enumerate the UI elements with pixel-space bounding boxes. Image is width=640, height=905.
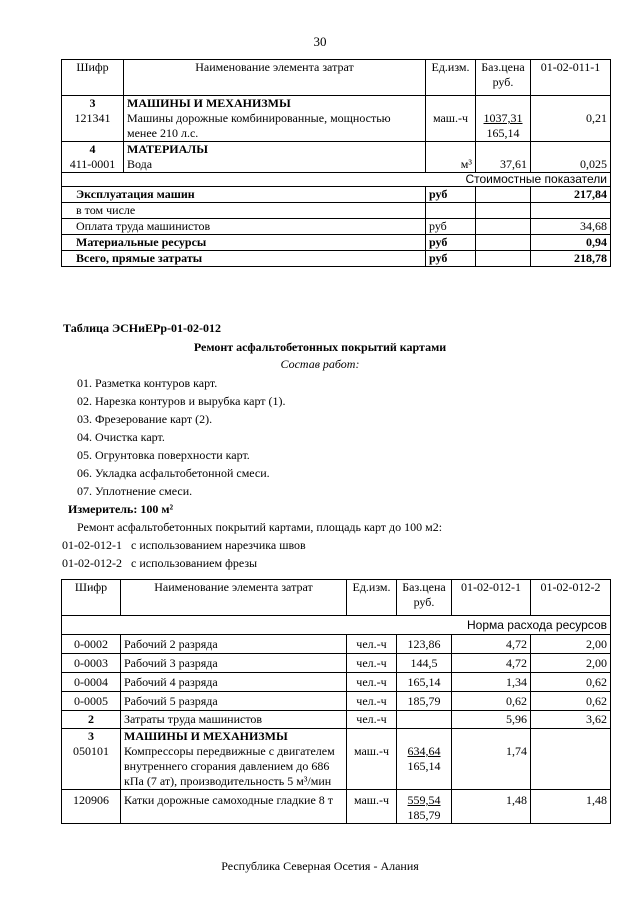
machine-code: 120906 — [62, 790, 121, 824]
worker-price: 123,86 — [397, 635, 452, 654]
page-number: 30 — [313, 34, 327, 49]
worker-row — [62, 673, 611, 692]
summary-row — [62, 203, 611, 219]
resource-table-2 — [61, 579, 611, 824]
worker-norm-2: 0,62 — [531, 692, 611, 711]
worker-name: Рабочий 5 разряда — [121, 692, 347, 711]
worker-name: Рабочий 2 разряда — [121, 635, 347, 654]
worker-price: 144,5 — [397, 654, 452, 673]
machine-price-2: 165,14 — [486, 126, 520, 140]
material-code: 411-0001 — [69, 157, 116, 171]
machine-price-2: 185,79 — [407, 808, 441, 822]
summary-unit: руб — [426, 235, 476, 251]
materials-section-row — [62, 142, 611, 173]
machine-norm-2: 1,48 — [531, 790, 611, 824]
worker-code: 0-0005 — [62, 692, 121, 711]
machine-norm-1: 1,48 — [452, 790, 531, 824]
material-norm: 0,025 — [580, 157, 607, 171]
section-title: МАТЕРИАЛЫ — [127, 142, 208, 156]
page-footer: Республика Северная Осетия - Алания — [221, 859, 419, 873]
operators-unit: чел.-ч — [347, 711, 397, 729]
header-norm: 01-02-011-1 — [531, 60, 611, 96]
summary-unit: руб — [426, 251, 476, 267]
summary-value: 0,94 — [531, 235, 611, 251]
description: Ремонт асфальтобетонных покрытий картами, площадь карт до 100 м2: — [77, 520, 443, 534]
summary-label: Оплата труда машинистов — [62, 219, 426, 235]
material-unit: м³ — [460, 157, 472, 171]
machine-price-2: 165,14 — [407, 759, 441, 773]
machine-name: Катки дорожные самоходные гладкие 8 т — [121, 790, 347, 824]
operators-name: Затраты труда машинистов — [121, 711, 347, 729]
worker-price: 185,79 — [397, 692, 452, 711]
header-unit: Ед.изм. — [426, 60, 476, 96]
section-number: 4 — [89, 142, 96, 156]
header-code: Шифр — [62, 580, 121, 616]
worker-row — [62, 692, 611, 711]
worker-code: 0-0003 — [62, 654, 121, 673]
norm-caption: Норма расхода ресурсов — [62, 616, 611, 635]
machine-price-1: 634,64 — [407, 744, 441, 758]
operators-norm-2: 3,62 — [531, 711, 611, 729]
machine-price-1: 559,54 — [407, 793, 441, 807]
summary-unit: руб — [426, 187, 476, 203]
summary-row — [62, 251, 611, 267]
worker-unit: чел.-ч — [347, 635, 397, 654]
variant-text: с использованием нарезчика швов — [131, 538, 306, 552]
machine-unit: маш.-ч — [347, 790, 397, 824]
summary-row — [62, 187, 611, 203]
summary-label: Материальные ресурсы — [62, 235, 426, 251]
work-item: 01. Разметка контуров карт. — [77, 376, 218, 390]
machine-row — [62, 790, 611, 824]
summary-value: 217,84 — [531, 187, 611, 203]
machine-name: Машины дорожные комбинированные, мощностью менее 210 л.с. — [127, 111, 391, 140]
work-item: 04. Очистка карт. — [77, 430, 165, 444]
summary-value: 218,78 — [531, 251, 611, 267]
machine-name: Компрессоры передвижные с двигателем внутреннего сгорания давлением до 686 кПа (7 ат), производительность 5 м³/мин — [124, 744, 335, 788]
material-price: 37,61 — [500, 157, 527, 171]
works-heading: Состав работ: — [280, 357, 360, 371]
table-2-title: Таблица ЭСНиЕРр-01-02-012 — [63, 321, 222, 335]
summary-unit: руб — [426, 219, 476, 235]
summary-label: в том числе — [62, 203, 426, 219]
worker-norm-2: 0,62 — [531, 673, 611, 692]
worker-norm-1: 0,62 — [452, 692, 531, 711]
section-title: МАШИНЫ И МЕХАНИЗМЫ — [127, 96, 291, 110]
worker-price: 165,14 — [397, 673, 452, 692]
summary-label: Всего, прямые затраты — [62, 251, 426, 267]
work-item: 07. Уплотнение смеси. — [77, 484, 193, 498]
variant-code: 01-02-012-2 — [62, 556, 122, 570]
summary-value: 34,68 — [531, 219, 611, 235]
worker-norm-2: 2,00 — [531, 635, 611, 654]
variant-row — [62, 538, 306, 553]
machine-norm: 0,21 — [586, 111, 607, 125]
cost-indicators-caption: Стоимостные показатели — [62, 173, 611, 187]
worker-norm-1: 4,72 — [452, 635, 531, 654]
header-price: Баз.цена руб. — [476, 60, 531, 96]
worker-norm-1: 1,34 — [452, 673, 531, 692]
machine-unit: маш.-ч — [432, 111, 469, 125]
machine-unit: маш.-ч — [353, 744, 390, 758]
material-name: Вода — [127, 157, 153, 171]
machine-price-1: 1037,31 — [483, 111, 523, 125]
machine-code: 050101 — [73, 744, 109, 758]
summary-row — [62, 219, 611, 235]
table-2-name: Ремонт асфальтобетонных покрытий картами — [193, 340, 447, 354]
section-number: 3 — [89, 96, 96, 110]
header-norm-1: 01-02-012-1 — [452, 580, 531, 616]
operators-row — [62, 711, 611, 729]
header-name: Наименование элемента затрат — [124, 60, 426, 96]
header-unit: Ед.изм. — [347, 580, 397, 616]
section-title: МАШИНЫ И МЕХАНИЗМЫ — [124, 729, 288, 743]
worker-code: 0-0004 — [62, 673, 121, 692]
header-name: Наименование элемента затрат — [121, 580, 347, 616]
work-item: 03. Фрезерование карт (2). — [77, 412, 213, 426]
summary-label: Эксплуатация машин — [62, 187, 426, 203]
summary-row — [62, 235, 611, 251]
worker-row — [62, 654, 611, 673]
worker-norm-1: 4,72 — [452, 654, 531, 673]
variant-code: 01-02-012-1 — [62, 538, 122, 552]
worker-unit: чел.-ч — [347, 673, 397, 692]
meter: Измеритель: 100 м² — [68, 502, 174, 516]
variant-row — [62, 556, 257, 571]
work-item: 06. Укладка асфальтобетонной смеси. — [77, 466, 270, 480]
machine-norm-1: 1,74 — [506, 744, 527, 758]
section-number: 3 — [88, 729, 94, 743]
work-item: 02. Нарезка контуров и вырубка карт (1). — [77, 394, 286, 408]
operators-number: 2 — [62, 711, 121, 729]
worker-unit: чел.-ч — [347, 654, 397, 673]
variant-text: с использованием фрезы — [131, 556, 258, 570]
header-norm-2: 01-02-012-2 — [531, 580, 611, 616]
resource-table-1 — [61, 59, 611, 267]
work-item: 05. Огрунтовка поверхности карт. — [77, 448, 250, 462]
worker-name: Рабочий 4 разряда — [121, 673, 347, 692]
header-code: Шифр — [62, 60, 124, 96]
worker-code: 0-0002 — [62, 635, 121, 654]
worker-norm-2: 2,00 — [531, 654, 611, 673]
header-price: Баз.цена руб. — [397, 580, 452, 616]
machines-section-row — [62, 96, 611, 142]
machine-row — [62, 729, 611, 790]
operators-norm-1: 5,96 — [452, 711, 531, 729]
machine-code: 121341 — [74, 111, 111, 125]
worker-unit: чел.-ч — [347, 692, 397, 711]
worker-row — [62, 635, 611, 654]
worker-name: Рабочий 3 разряда — [121, 654, 347, 673]
